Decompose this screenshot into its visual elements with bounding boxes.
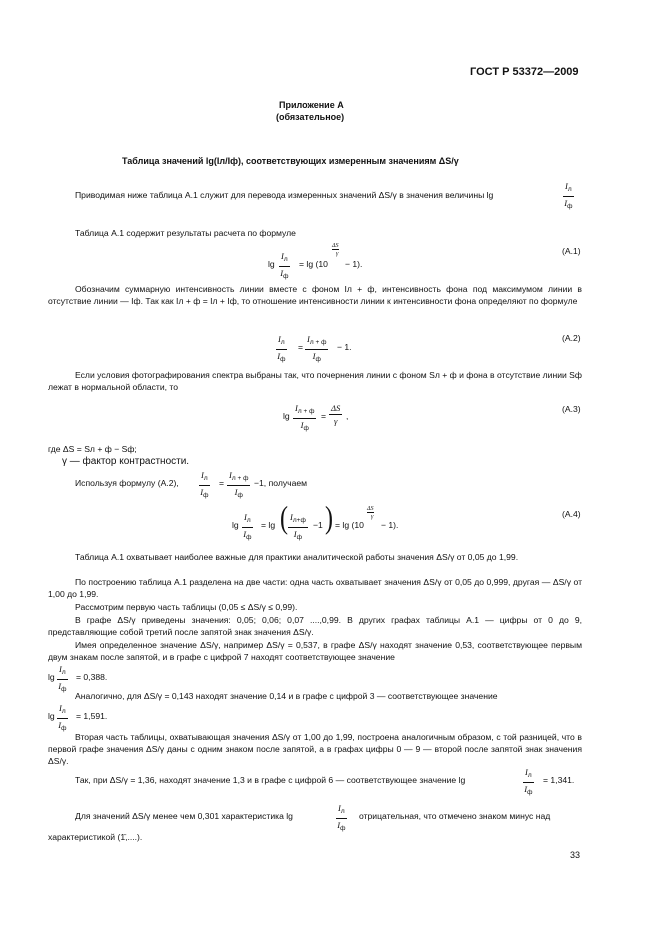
intro2-text: Таблица А.1 содержит результаты расчета по формуле [75, 228, 296, 238]
paragraph-photo: Если условия фотографирования спектра выбраны так, что почернения линии с фоном Sл + ф и фона в отсутствие линии Sф лежат в нормальной области, то [48, 370, 582, 393]
eq4-exponent-num: ΔS [367, 506, 374, 512]
eq2-right-fraction: $I_{л + ф}$ $I_ф$ [307, 334, 327, 363]
page-number: 33 [570, 850, 581, 860]
using-right-fraction: $I_{л + ф}$ $I_ф$ [229, 470, 249, 499]
paragraph-2: По построению таблица А.1 разделена на две части: одна часть охватывает значения ΔS/γ от 0,05 до 0,999, другая — ΔS/γ от 1,00 до 1,99. [48, 577, 582, 600]
characteristic-text: характеристикой (1̄,....). [48, 832, 143, 842]
val1-fraction: $I_л$ $I_ф$ [58, 664, 67, 693]
so-value: = 1,341. [543, 775, 575, 785]
standard-number: ГОСТ Р 53372—2009 [470, 66, 579, 78]
eq2-number: (А.2) [562, 333, 581, 343]
where-line2: γ — фактор контрастности. [62, 456, 190, 467]
eq3-number: (А.3) [562, 404, 581, 414]
paragraph-sum: Обозначим суммарную интенсивность линии вместе с фоном Iл + ф, интенсивность фона под максимумом линии в отсутствие линии — Iф. Так как Iл + ф = Iл + Iф, то отношение интенсивности линии к интенсивности фона определяют по формуле [48, 284, 582, 307]
eq1-exponent-num: ΔS [332, 243, 339, 249]
eq1-lg: lg [268, 259, 275, 269]
eq4-lg: lg [232, 520, 239, 530]
less-fraction: $I_л$ $I_ф$ [337, 803, 346, 832]
val2-value: = 1,591. [76, 711, 108, 721]
eq2-equals: = [298, 342, 304, 352]
eq3-fraction: $I_{л + ф}$ $I_ф$ [295, 403, 315, 432]
val1-lg: lg [48, 672, 55, 682]
eq1-tail: − 1). [345, 259, 363, 269]
analog-text: Аналогично, для ΔS/γ = 0,143 находят значение 0,14 и в графе с цифрой 3 — соответствующее значение [75, 691, 498, 701]
paragraph-4: В графе ΔS/γ приведены значения: 0,05; 0,06; 0,07 ....,0,99. В других графах таблицы А.1 — цифры от 0 до 9, представляющие собой третий после запятой знак значения ΔS/γ. [48, 615, 582, 638]
eq4-exponent-den: γ [371, 514, 374, 520]
eq4-minus: −1 [313, 520, 323, 530]
intro-text: Приводимая ниже таблица А.1 служит для перевода измеренных значений ΔS/γ в значения величины lg [75, 190, 494, 200]
eq4-equals-lg: = lg [261, 520, 276, 530]
eq4-inner-fraction: $I_{л+ф}$ $I_ф$ [290, 512, 306, 541]
fraction-il-if: $I_л$ $I_ф$ [564, 181, 573, 210]
eq3-comma: , [346, 411, 349, 421]
eq4-left-bracket: ( [280, 501, 288, 536]
less-text: Для значений ΔS/γ менее чем 0,301 характеристика lg [75, 811, 293, 821]
using-tail: −1, получаем [254, 478, 308, 488]
second-part-text: Вторая часть таблицы, охватывающая значения ΔS/γ от 1,00 до 1,99, построена аналогичным образом, с той разницей, что в первой графе значения ΔS/γ даны с одним знаком после запятой, а в графах цифры 0 — 9 — второй после запятой знак значения ΔS/γ. [48, 732, 582, 767]
eq1-exponent-den: γ [336, 251, 339, 257]
eq2-left-fraction: $I_л$ $I_ф$ [277, 334, 286, 363]
table-title: Таблица значений lg(Iл/Iф), соответствующих измеренным значениям ΔS/γ [122, 156, 459, 166]
eq4-tail: = lg (10 [335, 520, 364, 530]
eq1-fraction: $I_л$ $I_ф$ [280, 251, 289, 280]
eq2-tail: − 1. [337, 342, 352, 352]
where-line1: где ΔS = Sл + ф − Sф; [48, 444, 137, 454]
appendix-subtitle: (обязательное) [276, 112, 345, 122]
val1-value: = 0,388. [76, 672, 108, 682]
using-text: Используя формулу (А.2), [75, 478, 179, 488]
val2-lg: lg [48, 711, 55, 721]
val2-fraction: $I_л$ $I_ф$ [58, 703, 67, 732]
eq4-right-bracket: ) [325, 501, 333, 536]
eq4-tail2: − 1). [381, 520, 399, 530]
using-left-fraction: $I_л$ $I_ф$ [200, 470, 209, 499]
eq3-equals: = [321, 411, 327, 421]
eq1-number: (А.1) [562, 246, 581, 256]
appendix-title: Приложение А [279, 100, 344, 110]
eq1-formula: = lg (10 [299, 259, 328, 269]
eq3-right-fraction: $\frac{\Delta S}{\gamma}$ [331, 403, 341, 426]
paragraph-1: Таблица А.1 охватывает наиболее важные для практики аналитической работы значения ΔS/γ от 0,05 до 1,99. [75, 552, 519, 562]
so-text: Так, при ΔS/γ = 1,36, находят значение 1,3 и в графе с цифрой 6 — соответствующее значение lg [75, 775, 466, 785]
paragraph-5: Имея определенное значение ΔS/γ, например ΔS/γ = 0,537, в графе ΔS/γ находят значение 0,53, соответствующее первым двум знакам после запятой, и в графе с цифрой 7 находят соответствующее значение [48, 640, 582, 663]
eq4-number: (А.4) [562, 509, 581, 519]
using-equals: = [219, 478, 225, 488]
eq3-lg: lg [283, 411, 290, 421]
so-fraction: $I_л$ $I_ф$ [524, 767, 533, 796]
eq4-fraction: $I_л$ $I_ф$ [243, 512, 252, 541]
less-tail: отрицательная, что отмечено знаком минус над [359, 811, 551, 821]
paragraph-3: Рассмотрим первую часть таблицы (0,05 ≤ ΔS/γ ≤ 0,99). [75, 602, 298, 612]
